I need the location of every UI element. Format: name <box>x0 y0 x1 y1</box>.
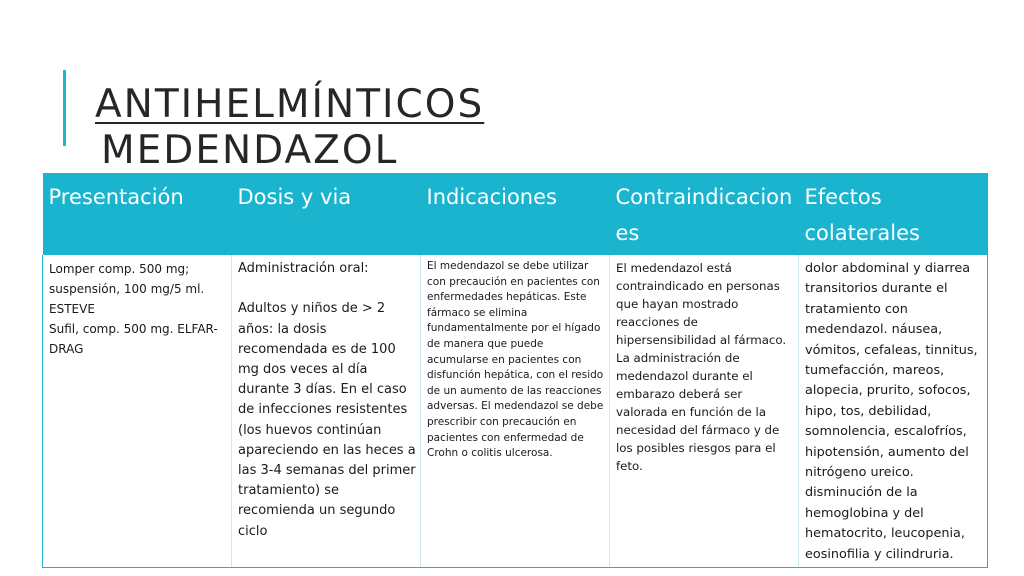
cell-contraindicaciones: El medendazol está contraindicado en personas que hayan mostrado reacciones de hipersensibilidad al fármaco. La administración de medendazol durante el embarazo deberá ser valorada en función de la necesidad del fármaco y de los posibles riesgos para el feto. <box>610 255 799 568</box>
table-row <box>43 255 988 568</box>
table-header-row <box>43 173 988 255</box>
header-contraindicaciones: Contraindicaciones <box>610 173 799 255</box>
drug-table <box>42 173 988 568</box>
header-dosis: Dosis y via <box>232 173 421 255</box>
header-efectos: Efectos colaterales <box>799 173 988 255</box>
title-accent-bar <box>63 70 66 146</box>
slide-title-line1: ANTIHELMÍNTICOS <box>95 82 485 128</box>
cell-dosis: Administración oral: Adultos y niños de > 2 años: la dosis recomendada es de 100 mg dos veces al día durante 3 días. En el caso de infecciones resistentes (los huevos continúan apareciendo en las heces a las 3-4 semanas del primer tratamiento) se recomienda un segundo ciclo <box>232 255 421 568</box>
header-presentacion: Presentación <box>43 173 232 255</box>
slide-title <box>95 82 484 174</box>
cell-presentacion: Lomper comp. 500 mg; suspensión, 100 mg/5 ml. ESTEVE Sufil, comp. 500 mg. ELFAR-DRAG <box>43 255 232 568</box>
cell-efectos: dolor abdominal y diarrea transitorios durante el tratamiento con medendazol. náusea, vómitos, cefaleas, tinnitus, tumefacción, mareos, alopecia, prurito, sofocos, hipo, tos, debilidad, somnolencia, escalofríos, hipotensión, aumento del nitrógeno ureico. disminución de la hemoglobina y del hematocrito, leucopenia, eosinofilia y cilindruria. <box>799 255 988 568</box>
header-indicaciones: Indicaciones <box>421 173 610 255</box>
slide-title-line2: MEDENDAZOL <box>101 128 399 174</box>
cell-indicaciones: El medendazol se debe utilizar con precaución en pacientes con enfermedades hepáticas. Este fármaco se elimina fundamentalmente por el hígado de manera que puede acumularse en pacientes con disfunción hepática, con el resido de un aumento de las reacciones adversas. El medendazol se debe prescribir con precaución en pacientes con enfermedad de Crohn o colitis ulcerosa. <box>421 255 610 568</box>
